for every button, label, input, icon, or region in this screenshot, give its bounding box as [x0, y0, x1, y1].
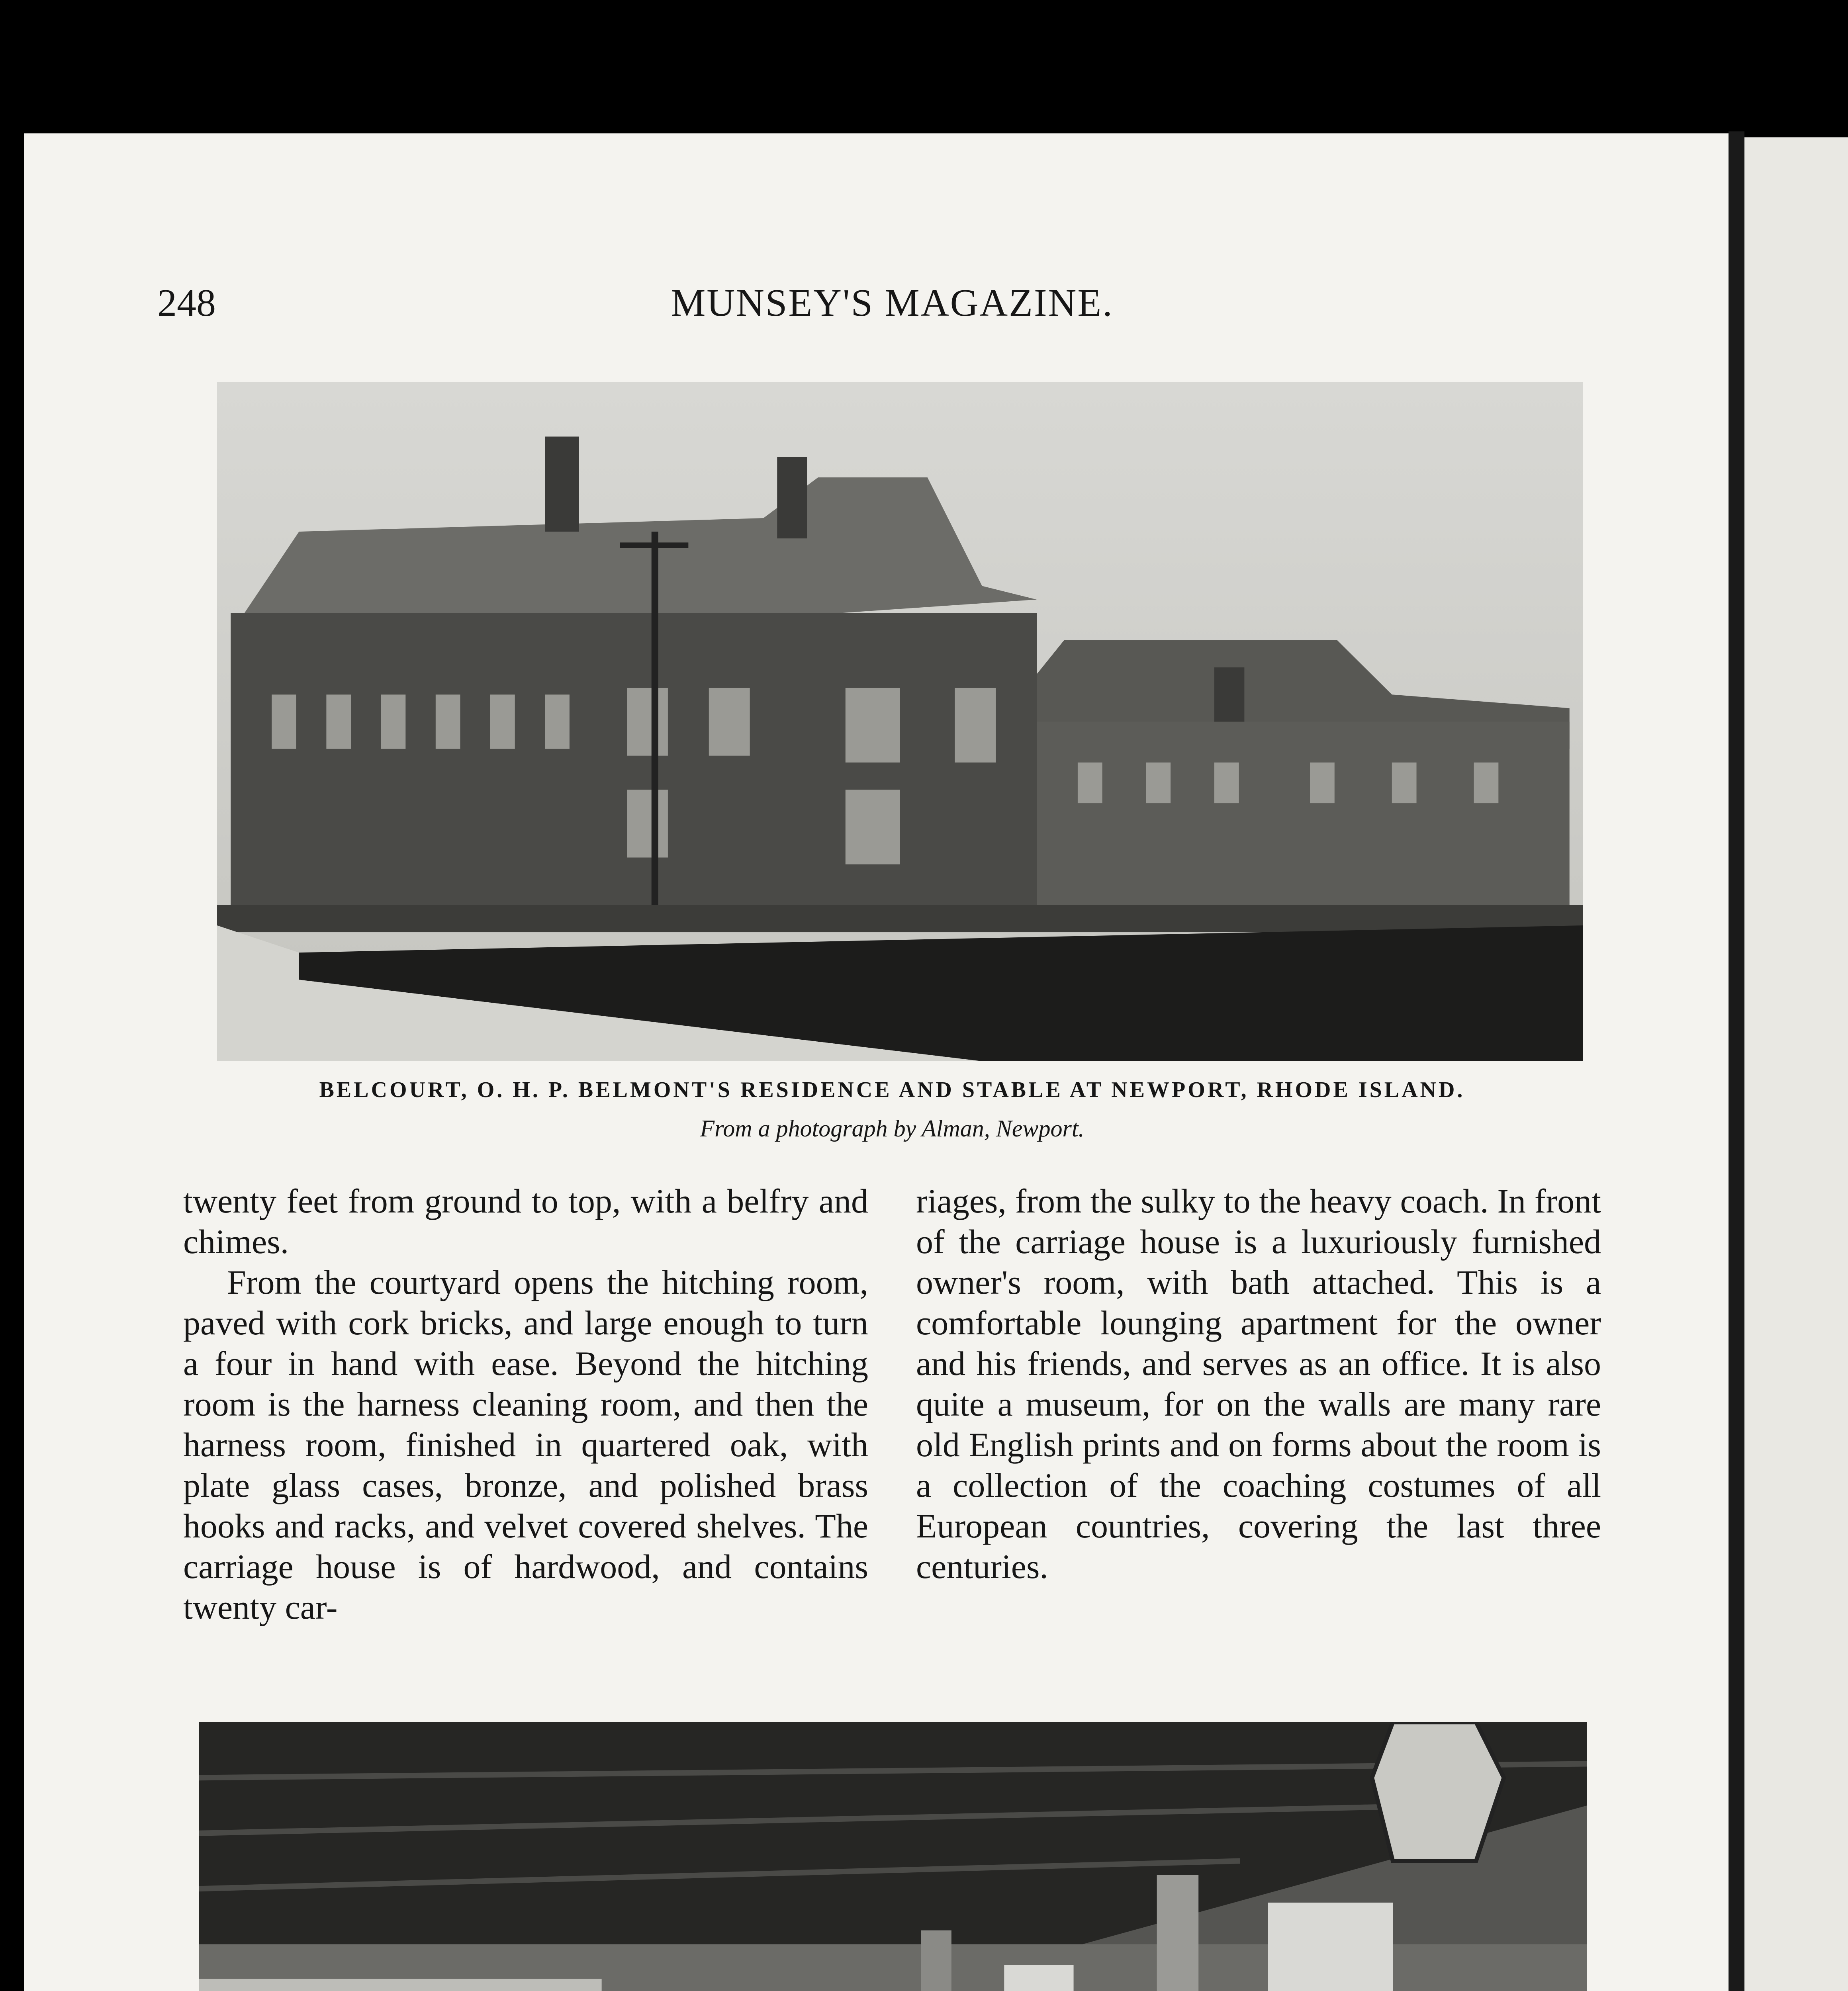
belcourt-exterior-photo	[217, 382, 1583, 1061]
book-gutter	[1729, 131, 1744, 1991]
paragraph: twenty feet from ground to top, with a belfry and chimes.	[183, 1182, 868, 1261]
page-number: 248	[157, 282, 216, 325]
top-figure-credit: From a photograph by Alman, Newport.	[700, 1115, 1085, 1142]
running-title: MUNSEY'S MAGAZINE.	[671, 282, 1114, 325]
top-figure-title: BELCOURT, O. H. P. BELMONT'S RESIDENCE AND STABLE AT NEWPORT, RHODE ISLAND.	[319, 1078, 1465, 1102]
carriage-house-photo	[199, 1722, 1587, 1991]
text-column-right	[916, 1181, 1601, 1587]
text-column-left	[183, 1181, 868, 1627]
facing-page-edge	[1744, 137, 1848, 1991]
paragraph: riages, from the sulky to the heavy coach. In front of the carriage house is a luxuriously furnished owner's room, with bath attached. This is a comfortable lounging apartment for the owner and his friends, and serves as an office. It is also quite a museum, for on the walls are many rare old English prints and on forms about the room is a collection of the coaching costumes of all European countries, covering the last three centuries.	[916, 1182, 1601, 1586]
paragraph: From the courtyard opens the hitching room, paved with cork bricks, and large enough to turn a four in hand with ease. Beyond the hitching room is the harness cleaning room, and then the harness room, finished in quartered oak, with plate glass cases, bronze, and polished brass hooks and racks, and velvet covered shelves. The carriage house is of hardwood, and contains twenty car-	[183, 1263, 868, 1626]
